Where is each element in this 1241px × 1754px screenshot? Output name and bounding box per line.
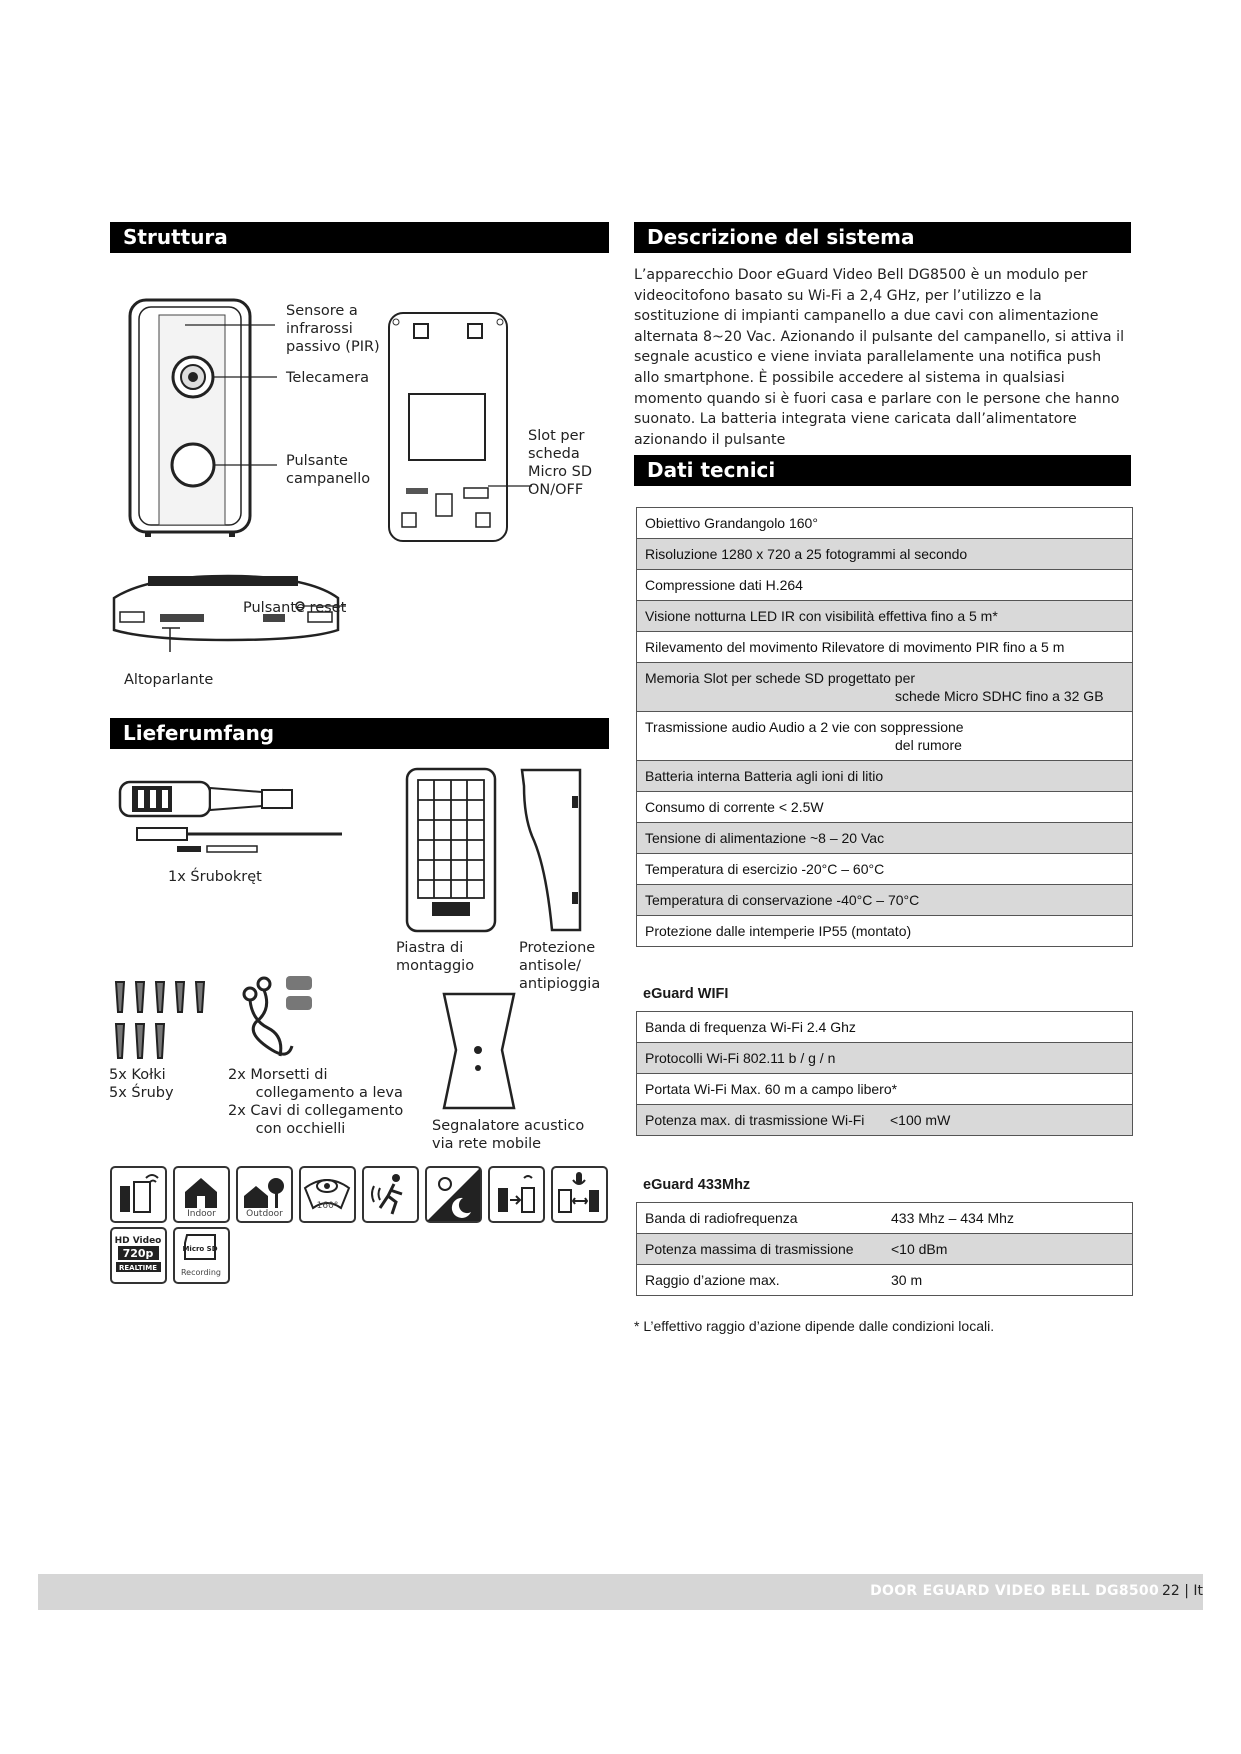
label-sunshield: Protezione antisole/ antipioggia xyxy=(519,940,601,992)
microsd-recording-icon xyxy=(173,1227,230,1284)
row-label: Raggio d’azione max. xyxy=(645,1272,780,1288)
table-row xyxy=(637,570,1133,601)
table-cell: Batteria interna Batteria agli ioni di litio xyxy=(637,761,1133,792)
table-row xyxy=(637,792,1133,823)
table-cell: Visione notturna LED IR con visibilità effettiva fino a 5 m* xyxy=(637,601,1133,632)
svg-text:REALTIME: REALTIME xyxy=(118,1264,158,1272)
row-label: Protocolli Wi-Fi 802.11 b / g / n xyxy=(645,1050,836,1066)
day-night-icon xyxy=(425,1166,482,1223)
row-value: <10 dBm xyxy=(891,1241,948,1257)
outdoor-icon xyxy=(236,1166,293,1223)
table-row xyxy=(637,1012,1133,1043)
table-row xyxy=(637,539,1133,570)
push-notify-icon xyxy=(488,1166,545,1223)
memoria-line-2: schede Micro SDHC fino a 32 GB xyxy=(895,688,1104,704)
terminals-cables-illustration xyxy=(242,970,322,1066)
table-cell xyxy=(637,1203,1133,1234)
table-row xyxy=(637,1203,1133,1234)
table-cell xyxy=(637,1105,1133,1136)
table-row xyxy=(637,916,1133,947)
table-cell: Temperatura di conservazione -40°C – 70°C xyxy=(637,885,1133,916)
motion-detect-icon xyxy=(362,1166,419,1223)
indoor-caption: Indoor xyxy=(187,1209,216,1219)
table-row xyxy=(637,601,1133,632)
table-row xyxy=(637,1105,1133,1136)
page-number: 22 | It xyxy=(1161,1583,1203,1599)
descrizione-text: L’apparecchio Door eGuard Video Bell DG8500 è un modulo per videocitofono basato su Wi-Fi a 2,4 GHz, per l’utilizzo e la sostituzione di impianti campanello a due cavi con alimentazione alternata 8~20 Vac. Azionando il pulsante del campanello, si attiva il segnale acustico e viene inviata parallelamente una notifica push allo smartphone. È possibile accedere al sistema in qualsiasi momento quando si è fuori casa e parlare con le persone che hanno suonato. La batteria integrata viene caricata dall’alimentatore azionando il pulsante xyxy=(634,267,1125,448)
wifi-subheading: eGuard WIFI xyxy=(643,986,729,1002)
row-label: Potenza max. di trasmissione Wi-Fi xyxy=(645,1112,865,1128)
table-row xyxy=(637,1265,1133,1296)
table-row xyxy=(637,854,1133,885)
table-cell xyxy=(637,1012,1133,1043)
table-row xyxy=(637,885,1133,916)
table-row xyxy=(637,712,1133,761)
rf433-subheading: eGuard 433Mhz xyxy=(643,1177,751,1193)
wide-angle-caption: 160° xyxy=(316,1201,339,1211)
table-cell xyxy=(637,663,1133,712)
table-cell: Tensione di alimentazione ~8 – 20 Vac xyxy=(637,823,1133,854)
row-value: 433 Mhz – 434 Mhz xyxy=(891,1210,1014,1226)
indoor-icon xyxy=(173,1166,230,1223)
label-camera: Telecamera xyxy=(286,370,370,386)
table-row xyxy=(637,823,1133,854)
table-cell xyxy=(637,712,1133,761)
table-cell: Risoluzione 1280 x 720 a 25 fotogrammi al secondo xyxy=(637,539,1133,570)
sunshield-illustration xyxy=(518,766,588,936)
chime-illustration xyxy=(440,990,520,1116)
table-cell: Compressione dati H.264 xyxy=(637,570,1133,601)
svg-text:Micro SD: Micro SD xyxy=(182,1245,218,1253)
table-cell xyxy=(637,1234,1133,1265)
row-label: Banda di frequenza Wi-Fi 2.4 Ghz xyxy=(645,1019,856,1035)
table-row xyxy=(637,663,1133,712)
two-way-audio-icon xyxy=(551,1166,608,1223)
label-speaker: Altoparlante xyxy=(124,672,214,688)
lieferumfang-heading: Lieferumfang xyxy=(110,718,609,749)
label-terminals: 2x Morsetti di collegamento a leva 2x Cavi di collegamento con occhielli xyxy=(228,1067,404,1137)
rf433-table xyxy=(636,1202,1133,1296)
doorbell-back-illustration xyxy=(384,308,534,548)
label-chime: Segnalatore acustico via rete mobile xyxy=(432,1118,585,1152)
table-cell: Rilevamento del movimento Rilevatore di movimento PIR fino a 5 m xyxy=(637,632,1133,663)
table-cell: Obiettivo Grandangolo 160° xyxy=(637,508,1133,539)
table-row xyxy=(637,1234,1133,1265)
hd-video-icon xyxy=(110,1227,167,1284)
audio-line-1: Trasmissione audio Audio a 2 vie con soppressione xyxy=(645,719,964,735)
table-row xyxy=(637,1074,1133,1105)
struttura-heading: Struttura xyxy=(110,222,609,253)
table-cell: Temperatura di esercizio -20°C – 60°C xyxy=(637,854,1133,885)
label-pir: Sensore a infrarossi passivo (PIR) xyxy=(286,303,380,355)
row-value: <100 mW xyxy=(890,1112,951,1128)
descrizione-heading: Descrizione del sistema xyxy=(634,222,1131,253)
dati-tecnici-heading: Dati tecnici xyxy=(634,455,1131,486)
doorbell-front-illustration xyxy=(125,295,285,545)
row-label: Potenza massima di trasmissione xyxy=(645,1241,854,1257)
label-screwdriver: 1x Śrubokręt xyxy=(168,869,262,885)
table-row xyxy=(637,632,1133,663)
label-reset: Pulsante reset xyxy=(243,600,347,616)
svg-text:HD Video: HD Video xyxy=(114,1236,162,1246)
label-button: Pulsante campanello xyxy=(286,453,371,487)
dati-tecnici-table xyxy=(636,507,1133,947)
row-label: Portata Wi-Fi Max. 60 m a campo libero* xyxy=(645,1081,898,1097)
outdoor-caption: Outdoor xyxy=(246,1209,283,1219)
table-cell xyxy=(637,1074,1133,1105)
footnote: * L’effettivo raggio d’azione dipende dalle condizioni locali. xyxy=(634,1318,995,1334)
wifi-table xyxy=(636,1011,1133,1136)
label-mounting-plate: Piastra di montaggio xyxy=(396,940,475,974)
memoria-line-1: Memoria Slot per schede SD progettato per xyxy=(645,670,916,686)
audio-line-2: del rumore xyxy=(895,737,962,753)
row-value: 30 m xyxy=(891,1272,923,1288)
wifi-device-icon xyxy=(110,1166,167,1223)
screwdriver-illustration xyxy=(112,770,352,860)
mounting-plate-illustration xyxy=(404,766,500,936)
row-label: Banda di radiofrequenza xyxy=(645,1210,798,1226)
table-cell: Consumo di corrente < 2.5W xyxy=(637,792,1133,823)
wide-angle-icon xyxy=(299,1166,356,1223)
dowels-screws-illustration xyxy=(108,978,208,1062)
table-cell: Protezione dalle intemperie IP55 (montato) xyxy=(637,916,1133,947)
label-slot: Slot per scheda Micro SD ON/OFF xyxy=(528,428,593,498)
table-cell xyxy=(637,1265,1133,1296)
table-row xyxy=(637,508,1133,539)
label-dowels: 5x Kołki 5x Śruby xyxy=(109,1067,174,1101)
page-footer xyxy=(38,1574,1203,1610)
svg-text:720p: 720p xyxy=(122,1247,154,1260)
table-row xyxy=(637,761,1133,792)
svg-text:Recording: Recording xyxy=(180,1268,222,1277)
table-cell xyxy=(637,1043,1133,1074)
table-row xyxy=(637,1043,1133,1074)
footer-title: DOOR EGUARD VIDEO BELL DG8500 xyxy=(870,1583,1159,1599)
